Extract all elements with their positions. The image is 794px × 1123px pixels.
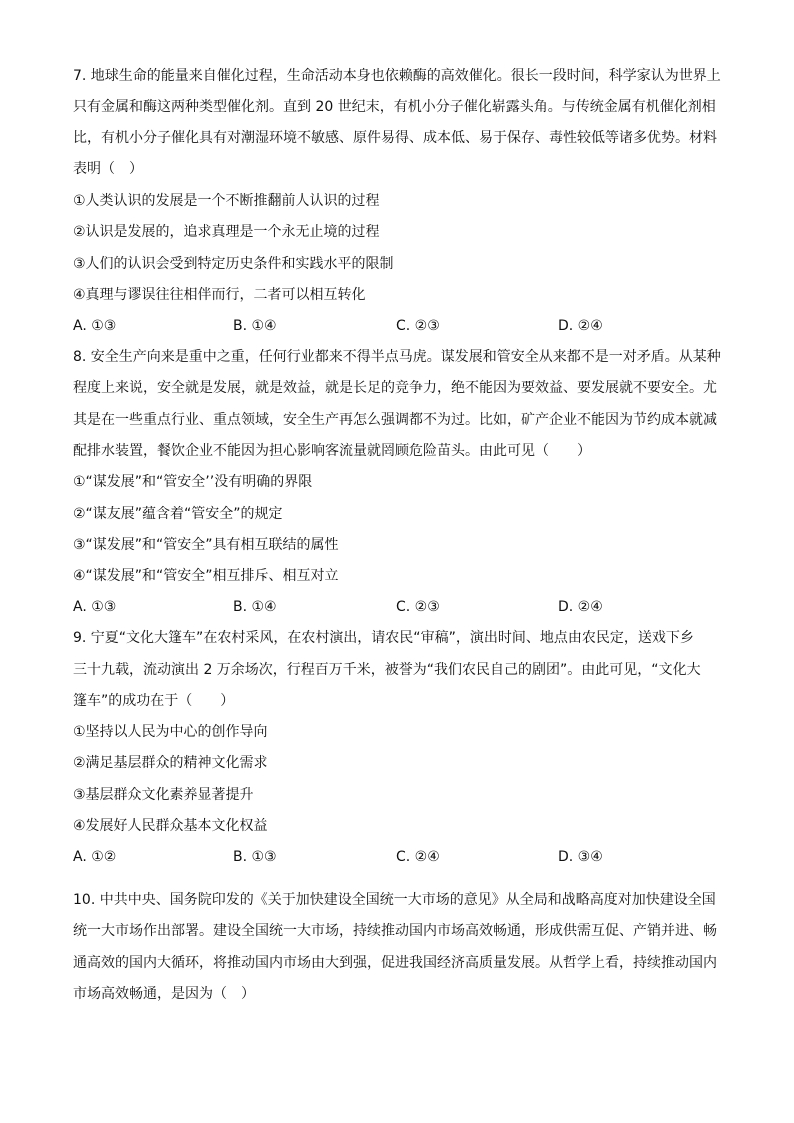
option-d[interactable]: D. ②④	[558, 599, 603, 615]
option-c[interactable]: C. ②③	[396, 599, 440, 615]
option-a[interactable]: A. ①③	[73, 599, 117, 615]
question-8-statement: ②“谋友展”蕴含着“管安全”的规定	[73, 506, 283, 522]
question-9-stem-line: 三十九载，流动演出 2 万余场次，行程百万千米，被誉为“我们农民自己的剧团”。由此可见，“文化大	[73, 662, 701, 678]
question-8-stem-line: 程度上来说，安全就是发展，就是效益，就是长足的竞争力，绝不能因为要效益、要发展就不要安全。尤	[73, 380, 717, 396]
question-8-stem-line: 其是在一些重点行业、重点领域，安全生产再怎么强调都不为过。比如，矿产企业不能因为节约成本就减	[73, 412, 717, 428]
question-9-statement: ②满足基层群众的精神文化需求	[73, 755, 268, 771]
question-10-stem-line: 10. 中共中央、国务院印发的《关于加快建设全国统一大市场的意见》从全局和战略高度对加快建设全国	[73, 892, 716, 908]
question-8-statement: ③“谋发展”和“管安全”具有相互联结的属性	[73, 537, 339, 553]
option-d[interactable]: D. ②④	[558, 318, 603, 334]
question-8-stem-line: 配排水装置，餐饮企业不能因为担心影响客流量就罔顾危险苗头。由此可见（ ）	[73, 443, 591, 459]
question-7-stem-line: 表明（ ）	[73, 161, 143, 177]
option-b[interactable]: B. ①④	[233, 318, 277, 334]
option-c[interactable]: C. ②④	[396, 849, 440, 865]
option-a[interactable]: A. ①③	[73, 318, 117, 334]
question-9-stem-line: 篷车”的成功在于（ ）	[73, 693, 235, 709]
question-10-stem-line: 统一大市场作出部署。建设全国统一大市场，持续推动国内市场高效畅通，形成供需互促、产销并进、畅	[73, 923, 717, 939]
question-9-statement: ①坚持以人民为中心的创作导向	[73, 724, 268, 740]
question-7-stem-line: 只有金属和酶这两种类型催化剂。直到 20 世纪末，有机小分子催化崭露头角。与传统金属有机催化剂相	[73, 99, 716, 115]
question-7-statement: ②认识是发展的，追求真理是一个永无止境的过程	[73, 224, 380, 240]
question-9-stem-line: 9. 宁夏“文化大篷车”在农村采风，在农村演出，请农民“审稿”，演出时间、地点由农民定，送戏下乡	[73, 630, 694, 646]
question-7-statement: ③人们的认识会受到特定历史条件和实践水平的限制	[73, 256, 394, 272]
question-10-stem-line: 通高效的国内大循环，将推动国内市场由大到强，促进我国经济高质量发展。从哲学上看，持续推动国内	[73, 955, 717, 971]
question-7-options	[73, 316, 733, 336]
question-9-statement: ④发展好人民群众基本文化权益	[73, 818, 268, 834]
question-8-options	[73, 597, 733, 617]
question-7-stem-line: 比，有机小分子催化具有对潮湿环境不敏感、原件易得、成本低、易于保存、毒性较低等诸多优势。材料	[73, 130, 717, 146]
question-10-stem-line: 市场高效畅通，是因为（ ）	[73, 986, 255, 1002]
question-9-options	[73, 847, 733, 867]
option-b[interactable]: B. ①④	[233, 599, 277, 615]
question-8-stem-line: 8. 安全生产向来是重中之重，任何行业都来不得半点马虎。谋发展和管安全从来都不是一对矛盾。从某种	[73, 349, 721, 365]
option-b[interactable]: B. ①③	[233, 849, 277, 865]
question-7-stem-line: 7. 地球生命的能量来自催化过程，生命活动本身也依赖酶的高效催化。很长一段时间，科学家认为世界上	[73, 68, 721, 84]
option-d[interactable]: D. ③④	[558, 849, 603, 865]
option-c[interactable]: C. ②③	[396, 318, 440, 334]
option-a[interactable]: A. ①②	[73, 849, 117, 865]
question-8-statement: ④“谋发展”和“管安全”相互排斥、相互对立	[73, 568, 339, 584]
question-9-statement: ③基层群众文化素养显著提升	[73, 787, 254, 803]
question-7-statement: ④真理与谬误往往相伴而行，二者可以相互转化	[73, 287, 366, 303]
question-7-statement: ①人类认识的发展是一个不断推翻前人认识的过程	[73, 193, 380, 209]
question-8-statement: ①“谋发展”和“管安全’’没有明确的界限	[73, 474, 313, 490]
